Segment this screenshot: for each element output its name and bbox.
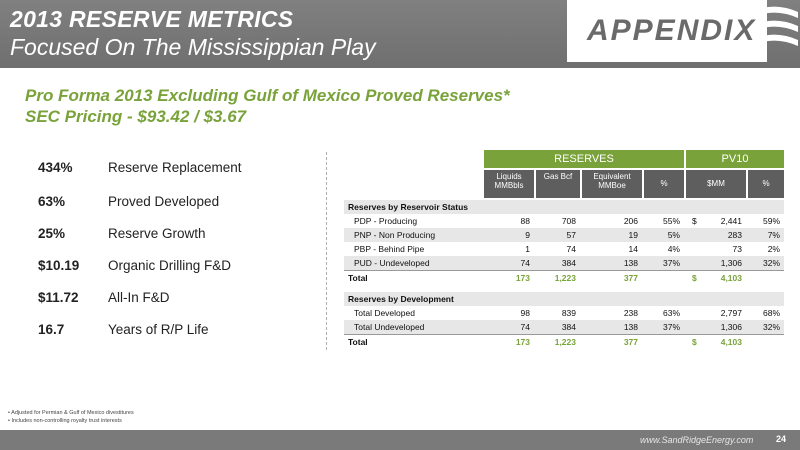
metric-label: Organic Drilling F&D bbox=[108, 258, 232, 273]
row-label: PUD - Undeveloped bbox=[354, 258, 430, 268]
metric-value: 434% bbox=[38, 160, 73, 175]
gas-cell: 384 bbox=[561, 258, 576, 268]
liquids-cell: 74 bbox=[520, 322, 530, 332]
column-header-label: Equivalent MMBoe bbox=[593, 172, 631, 190]
metric-value: $11.72 bbox=[38, 290, 79, 305]
metric-item bbox=[38, 290, 308, 310]
metric-item bbox=[38, 258, 308, 278]
pct-cell: 37% bbox=[662, 322, 680, 332]
dollar-cell: $ bbox=[692, 273, 697, 283]
mm-cell: 1,306 bbox=[720, 258, 742, 268]
footnote: • Adjusted for Permian & Gulf of Mexico divestitures bbox=[8, 410, 134, 416]
pct-cell: 63% bbox=[662, 308, 680, 318]
mm-cell: 2,797 bbox=[720, 308, 742, 318]
equiv-cell: 138 bbox=[623, 258, 638, 268]
mm-cell: 73 bbox=[732, 244, 742, 254]
liquids-cell: 98 bbox=[520, 308, 530, 318]
header-bar bbox=[0, 0, 800, 68]
row-label: Total bbox=[348, 337, 368, 347]
pct-cell: 55% bbox=[662, 216, 680, 226]
pv10-group-header: PV10 bbox=[686, 150, 784, 168]
column-header-liquids bbox=[484, 170, 534, 198]
liquids-cell: 1 bbox=[525, 244, 530, 254]
equiv-cell: 138 bbox=[623, 322, 638, 332]
metric-label: Years of R/P Life bbox=[108, 322, 209, 337]
pct-cell: 4% bbox=[667, 244, 680, 254]
liquids-cell: 9 bbox=[525, 230, 530, 240]
page-number: 24 bbox=[776, 434, 787, 444]
column-header-label: Liquids MMBbls bbox=[494, 172, 524, 190]
dollar-cell: $ bbox=[692, 337, 697, 347]
section-row bbox=[344, 292, 784, 306]
metric-item bbox=[38, 322, 308, 342]
total-row bbox=[344, 334, 784, 348]
pv-pct-cell: 59% bbox=[762, 216, 780, 226]
equiv-cell: 238 bbox=[623, 308, 638, 318]
gas-cell: 708 bbox=[561, 216, 576, 226]
table-row bbox=[344, 256, 784, 270]
metric-label: Proved Developed bbox=[108, 194, 220, 209]
metric-item bbox=[38, 194, 308, 214]
page-title: 2013 RESERVE METRICS bbox=[10, 6, 294, 32]
pv-pct-cell: 7% bbox=[767, 230, 780, 240]
liquids-cell: 173 bbox=[515, 273, 530, 283]
footnote: • Includes non-controlling royalty trust interests bbox=[8, 418, 122, 424]
pv-pct-cell: 2% bbox=[767, 244, 780, 254]
liquids-cell: 88 bbox=[520, 216, 530, 226]
row-label: PDP - Producing bbox=[354, 216, 418, 226]
table-row bbox=[344, 320, 784, 334]
pv-pct-cell: 32% bbox=[762, 322, 780, 332]
mm-cell: 2,441 bbox=[720, 216, 742, 226]
column-header-pct: % bbox=[644, 170, 684, 198]
liquids-cell: 173 bbox=[515, 337, 530, 347]
row-label: Total bbox=[348, 273, 368, 283]
table-row bbox=[344, 242, 784, 256]
column-header-gas bbox=[536, 170, 580, 198]
row-label: PNP - Non Producing bbox=[354, 230, 436, 240]
sandridge-swoosh-icon bbox=[760, 0, 800, 62]
reserves-group-header: RESERVES bbox=[484, 150, 684, 168]
footnote-text: Includes non-controlling royalty trust interests bbox=[11, 418, 122, 424]
pv-pct-cell: 68% bbox=[762, 308, 780, 318]
metric-item bbox=[38, 226, 308, 246]
divider bbox=[326, 152, 328, 350]
equiv-cell: 19 bbox=[628, 230, 638, 240]
pv-pct-cell: 32% bbox=[762, 258, 780, 268]
page-subtitle: Focused On The Mississippian Play bbox=[10, 34, 376, 60]
website-link[interactable]: www.SandRidgeEnergy.com bbox=[640, 435, 754, 445]
equiv-cell: 377 bbox=[623, 337, 638, 347]
dollar-cell: $ bbox=[692, 216, 697, 226]
gas-cell: 57 bbox=[566, 230, 576, 240]
metric-value: 25% bbox=[38, 226, 66, 241]
mm-cell: 4,103 bbox=[720, 273, 742, 283]
equiv-cell: 206 bbox=[623, 216, 638, 226]
gas-cell: 839 bbox=[561, 308, 576, 318]
pct-cell: 37% bbox=[662, 258, 680, 268]
mm-cell: 1,306 bbox=[720, 322, 742, 332]
pct-cell: 5% bbox=[667, 230, 680, 240]
section-label: Reserves by Reservoir Status bbox=[348, 202, 469, 212]
gas-cell: 384 bbox=[561, 322, 576, 332]
metric-item bbox=[38, 160, 308, 180]
liquids-cell: 74 bbox=[520, 258, 530, 268]
total-row bbox=[344, 270, 784, 284]
row-label: PBP - Behind Pipe bbox=[354, 244, 425, 254]
metric-value: 63% bbox=[38, 194, 66, 209]
column-header-label: Gas Bcf bbox=[543, 172, 573, 181]
metric-label: Reserve Growth bbox=[108, 226, 206, 241]
gas-cell: 74 bbox=[566, 244, 576, 254]
metric-value: $10.19 bbox=[38, 258, 80, 273]
table-row bbox=[344, 306, 784, 320]
row-label: Total Undeveloped bbox=[354, 322, 425, 332]
metric-value: 16.7 bbox=[38, 322, 65, 337]
footnotes bbox=[8, 410, 134, 426]
appendix-badge bbox=[567, 0, 767, 62]
table-row bbox=[344, 214, 784, 228]
column-header-mm: $MM bbox=[686, 170, 746, 198]
table-row bbox=[344, 228, 784, 242]
gas-cell: 1,223 bbox=[554, 273, 576, 283]
metric-label: All-In F&D bbox=[108, 290, 170, 305]
row-label: Total Developed bbox=[354, 308, 415, 318]
section-label: Reserves by Development bbox=[348, 294, 454, 304]
appendix-label: APPENDIX bbox=[587, 14, 757, 47]
column-header-equivalent bbox=[582, 170, 642, 198]
mm-cell: 283 bbox=[727, 230, 742, 240]
metric-label: Reserve Replacement bbox=[108, 160, 242, 175]
column-header-pv-pct: % bbox=[748, 170, 784, 198]
section-row bbox=[344, 200, 784, 214]
pricing-heading: SEC Pricing - $93.42 / $3.67 bbox=[25, 107, 247, 126]
mm-cell: 4,103 bbox=[720, 337, 742, 347]
equiv-cell: 14 bbox=[628, 244, 638, 254]
gas-cell: 1,223 bbox=[554, 337, 576, 347]
equiv-cell: 377 bbox=[623, 273, 638, 283]
section-heading: Pro Forma 2013 Excluding Gulf of Mexico Proved Reserves* bbox=[25, 86, 510, 105]
footer-bar bbox=[0, 430, 800, 450]
footnote-text: Adjusted for Permian & Gulf of Mexico divestitures bbox=[11, 410, 134, 416]
